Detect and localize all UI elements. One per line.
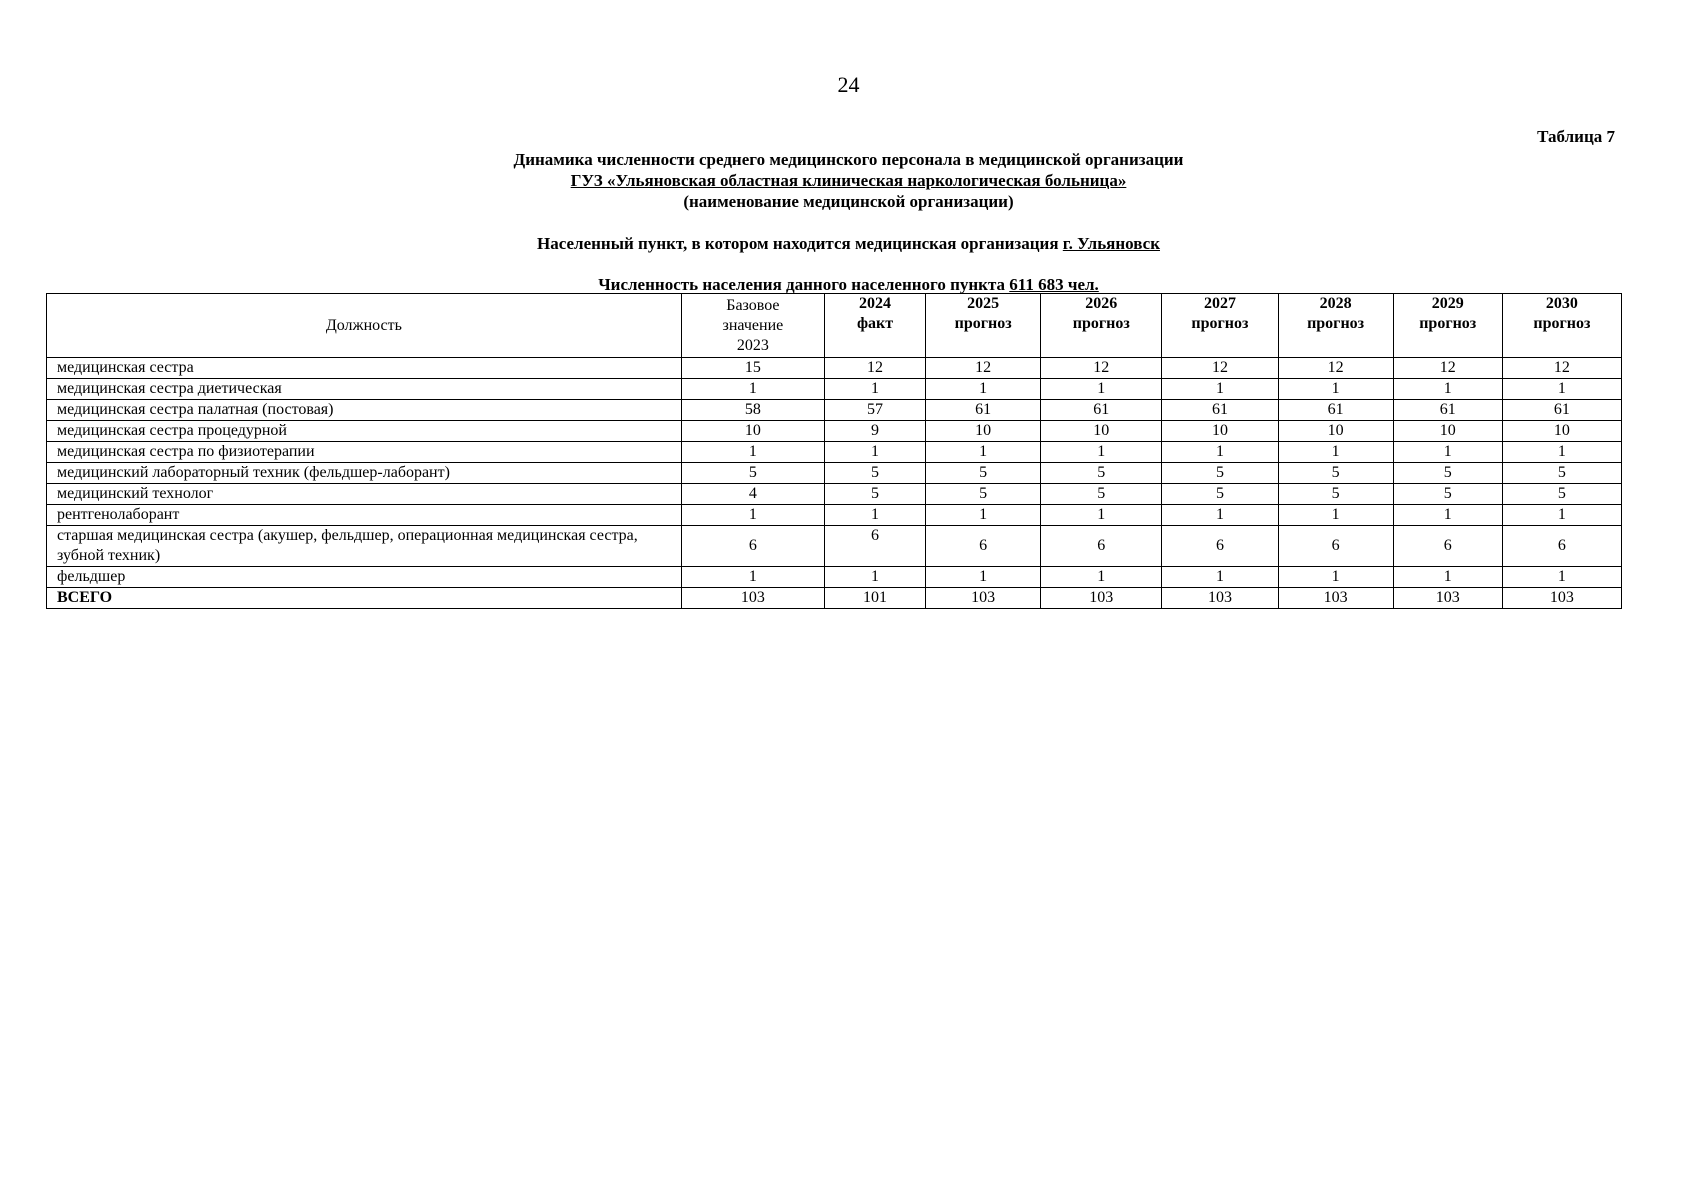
value-cell: 1 xyxy=(1502,379,1621,400)
total-cell: 103 xyxy=(926,588,1041,609)
total-cell: 103 xyxy=(1162,588,1278,609)
value-cell: 57 xyxy=(824,400,925,421)
value-cell: 1 xyxy=(926,379,1041,400)
total-cell: 103 xyxy=(1041,588,1162,609)
value-cell: 1 xyxy=(681,567,824,588)
value-cell: 1 xyxy=(1041,442,1162,463)
population-line xyxy=(0,274,1697,295)
value-cell: 1 xyxy=(1162,505,1278,526)
table-row xyxy=(47,379,1622,400)
table-row xyxy=(47,421,1622,442)
position-cell: рентгенолаборант xyxy=(47,505,682,526)
value-cell: 6 xyxy=(824,526,925,567)
value-cell: 10 xyxy=(1502,421,1621,442)
value-cell: 5 xyxy=(824,484,925,505)
header-2027: 2027 прогноз xyxy=(1162,294,1278,358)
value-cell: 1 xyxy=(1278,442,1393,463)
value-cell: 1 xyxy=(681,505,824,526)
value-cell: 1 xyxy=(824,442,925,463)
total-label: ВСЕГО xyxy=(47,588,682,609)
value-cell: 12 xyxy=(1278,358,1393,379)
value-cell: 10 xyxy=(926,421,1041,442)
value-cell: 12 xyxy=(926,358,1041,379)
document-title: Динамика численности среднего медицинского персонала в медицинской организации xyxy=(513,150,1184,169)
value-cell: 1 xyxy=(824,379,925,400)
value-cell: 4 xyxy=(681,484,824,505)
value-cell: 12 xyxy=(1041,358,1162,379)
value-cell: 1 xyxy=(681,442,824,463)
header-2028: 2028 прогноз xyxy=(1278,294,1393,358)
value-cell: 5 xyxy=(926,484,1041,505)
value-cell: 1 xyxy=(1393,442,1502,463)
total-cell: 103 xyxy=(1502,588,1621,609)
value-cell: 1 xyxy=(1278,505,1393,526)
value-cell: 12 xyxy=(1393,358,1502,379)
value-cell: 1 xyxy=(926,567,1041,588)
locality-value: г. Ульяновск xyxy=(1062,234,1160,253)
value-cell: 6 xyxy=(1278,526,1393,567)
value-cell: 5 xyxy=(1502,463,1621,484)
value-cell: 10 xyxy=(1393,421,1502,442)
page-number: 24 xyxy=(837,72,860,97)
position-cell: фельдшер xyxy=(47,567,682,588)
total-cell: 103 xyxy=(1393,588,1502,609)
value-cell: 12 xyxy=(1502,358,1621,379)
value-cell: 5 xyxy=(1162,484,1278,505)
table-label: Таблица 7 xyxy=(1537,127,1615,146)
value-cell: 5 xyxy=(1041,463,1162,484)
value-cell: 1 xyxy=(1393,505,1502,526)
value-cell: 61 xyxy=(1278,400,1393,421)
value-cell: 1 xyxy=(824,567,925,588)
value-cell: 1 xyxy=(1502,505,1621,526)
value-cell: 12 xyxy=(824,358,925,379)
total-cell: 103 xyxy=(681,588,824,609)
value-cell: 1 xyxy=(1502,567,1621,588)
value-cell: 1 xyxy=(926,505,1041,526)
value-cell: 10 xyxy=(1278,421,1393,442)
value-cell: 61 xyxy=(1393,400,1502,421)
value-cell: 10 xyxy=(1041,421,1162,442)
value-cell: 9 xyxy=(824,421,925,442)
value-cell: 1 xyxy=(926,442,1041,463)
position-cell: медицинский технолог xyxy=(47,484,682,505)
value-cell: 1 xyxy=(1278,567,1393,588)
value-cell: 5 xyxy=(1162,463,1278,484)
organization-name: ГУЗ «Ульяновская областная клиническая наркологическая больница» xyxy=(570,171,1127,190)
value-cell: 6 xyxy=(681,526,824,567)
header-2030: 2030 прогноз xyxy=(1502,294,1621,358)
table-header-row xyxy=(47,294,1622,358)
table-row xyxy=(47,567,1622,588)
value-cell: 5 xyxy=(926,463,1041,484)
value-cell: 61 xyxy=(1041,400,1162,421)
value-cell: 6 xyxy=(1502,526,1621,567)
value-cell: 15 xyxy=(681,358,824,379)
value-cell: 1 xyxy=(1278,379,1393,400)
locality-label: Населенный пункт, в котором находится медицинская организация xyxy=(537,234,1063,253)
table-row xyxy=(47,484,1622,505)
value-cell: 5 xyxy=(824,463,925,484)
total-row xyxy=(47,588,1622,609)
value-cell: 5 xyxy=(1502,484,1621,505)
population-value: 611 683 чел. xyxy=(1009,275,1099,294)
header-2025: 2025 прогноз xyxy=(926,294,1041,358)
table-row xyxy=(47,526,1622,567)
organization-caption: (наименование медицинской организации) xyxy=(683,192,1014,211)
locality-line xyxy=(0,233,1697,254)
table-row xyxy=(47,505,1622,526)
value-cell: 5 xyxy=(1041,484,1162,505)
header-2029: 2029 прогноз xyxy=(1393,294,1502,358)
value-cell: 1 xyxy=(1162,442,1278,463)
value-cell: 1 xyxy=(1162,567,1278,588)
value-cell: 58 xyxy=(681,400,824,421)
value-cell: 1 xyxy=(1162,379,1278,400)
position-cell: медицинская сестра xyxy=(47,358,682,379)
population-label: Численность населения данного населенного пункта xyxy=(598,275,1010,294)
value-cell: 5 xyxy=(681,463,824,484)
value-cell: 5 xyxy=(1278,484,1393,505)
value-cell: 61 xyxy=(1162,400,1278,421)
table-row xyxy=(47,463,1622,484)
position-cell: медицинская сестра по физиотерапии xyxy=(47,442,682,463)
table-row xyxy=(47,400,1622,421)
total-cell: 103 xyxy=(1278,588,1393,609)
value-cell: 5 xyxy=(1278,463,1393,484)
value-cell: 61 xyxy=(926,400,1041,421)
total-cell: 101 xyxy=(824,588,925,609)
value-cell: 1 xyxy=(681,379,824,400)
value-cell: 6 xyxy=(926,526,1041,567)
value-cell: 10 xyxy=(1162,421,1278,442)
value-cell: 1 xyxy=(1393,379,1502,400)
value-cell: 12 xyxy=(1162,358,1278,379)
header-base-2023: Базовое значение 2023 xyxy=(681,294,824,358)
value-cell: 1 xyxy=(1041,379,1162,400)
value-cell: 1 xyxy=(1393,567,1502,588)
value-cell: 61 xyxy=(1502,400,1621,421)
position-cell: медицинская сестра палатная (постовая) xyxy=(47,400,682,421)
value-cell: 10 xyxy=(681,421,824,442)
table-row xyxy=(47,358,1622,379)
position-cell: старшая медицинская сестра (акушер, фельдшер, операционная медицинская сестра, зубной техник) xyxy=(47,526,682,567)
value-cell: 5 xyxy=(1393,463,1502,484)
position-cell: медицинская сестра диетическая xyxy=(47,379,682,400)
value-cell: 6 xyxy=(1393,526,1502,567)
value-cell: 1 xyxy=(1041,567,1162,588)
header-2026: 2026 прогноз xyxy=(1041,294,1162,358)
header-position: Должность xyxy=(47,294,682,358)
staff-table xyxy=(46,293,1622,609)
table-row xyxy=(47,442,1622,463)
value-cell: 1 xyxy=(824,505,925,526)
value-cell: 1 xyxy=(1502,442,1621,463)
value-cell: 1 xyxy=(1041,505,1162,526)
header-2024: 2024 факт xyxy=(824,294,925,358)
position-cell: медицинская сестра процедурной xyxy=(47,421,682,442)
position-cell: медицинский лабораторный техник (фельдшер-лаборант) xyxy=(47,463,682,484)
value-cell: 6 xyxy=(1041,526,1162,567)
value-cell: 6 xyxy=(1162,526,1278,567)
value-cell: 5 xyxy=(1393,484,1502,505)
